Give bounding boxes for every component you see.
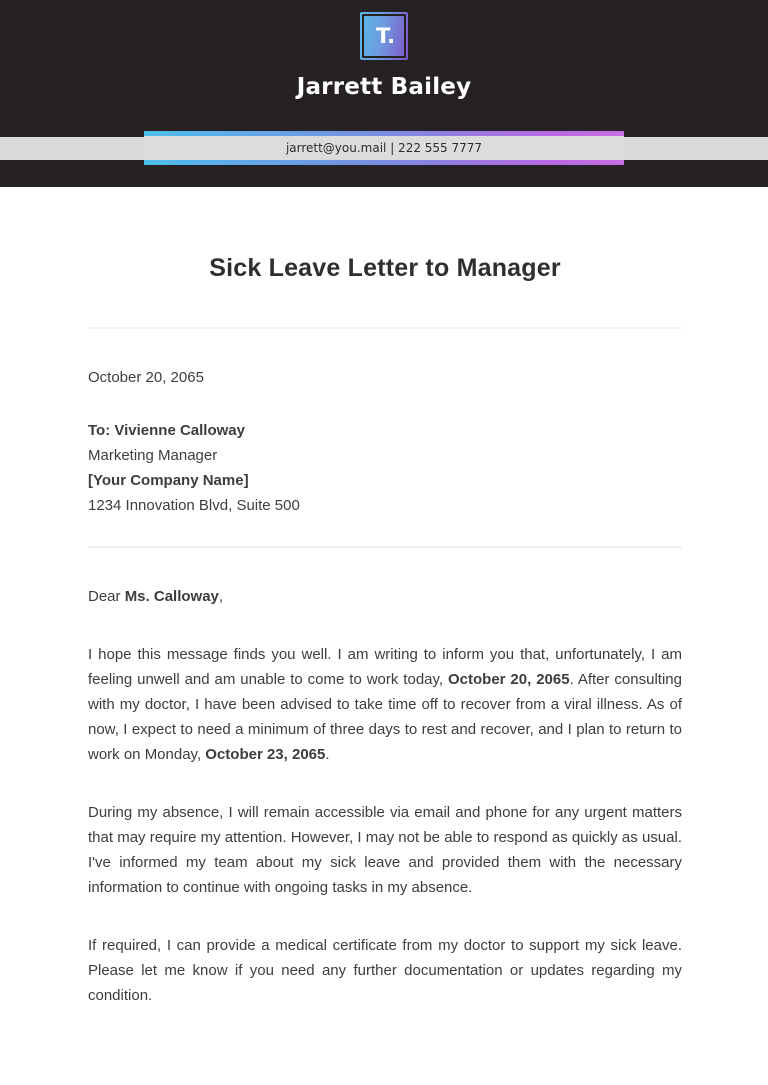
letterhead	[0, 0, 768, 187]
recipient-block	[88, 418, 682, 518]
logo-monogram: T.	[375, 23, 396, 48]
contact-inner	[144, 136, 624, 160]
recipient-line-address: 1234 Innovation Blvd, Suite 500	[88, 497, 300, 514]
recipient-line-role: Marketing Manager	[88, 447, 218, 464]
contact-bar	[0, 131, 768, 165]
brand-name: Jarrett Bailey	[296, 74, 472, 100]
recipient-line-name: To: Vivienne Calloway	[88, 422, 245, 439]
body-paragraph-3: If required, I can provide a medical certificate from my doctor to support my sick leave. Please let me know if you need any further documentation or updates regarding my condition.	[88, 937, 682, 1004]
letter-page	[0, 251, 768, 1008]
body-paragraph-2: During my absence, I will remain accessible via email and phone for any urgent matters that may require my attention. However, I may not be able to respond as quickly as usual. I've informed my team about my sick leave and provided them with the necessary information to continue with ongoing tasks in my absence.	[88, 804, 682, 896]
salutation: Dear Ms. Calloway,	[88, 588, 224, 605]
letter-title: Sick Leave Letter to Manager	[209, 254, 561, 282]
contact-gradient-strip	[144, 131, 624, 165]
recipient-line-company: [Your Company Name]	[88, 472, 249, 489]
brand-logo-frame	[362, 14, 406, 58]
letter-date: October 20, 2065	[88, 369, 204, 386]
brand-logo	[360, 12, 408, 60]
title-divider	[88, 327, 682, 329]
section-divider	[88, 546, 682, 548]
body-paragraph-1: I hope this message finds you well. I am writing to inform you that, unfortunately, I am feeling unwell and am unable to come to work today, October 20, 2065. After consulting with my doctor, I have been advised to take time off to recover from a viral illness. As of now, I expect to need a minimum of three days to rest and recover, and I plan to return to work on Monday, October 23, 2065.	[88, 646, 682, 763]
contact-text: jarrett@you.mail | 222 555 7777	[285, 141, 483, 155]
